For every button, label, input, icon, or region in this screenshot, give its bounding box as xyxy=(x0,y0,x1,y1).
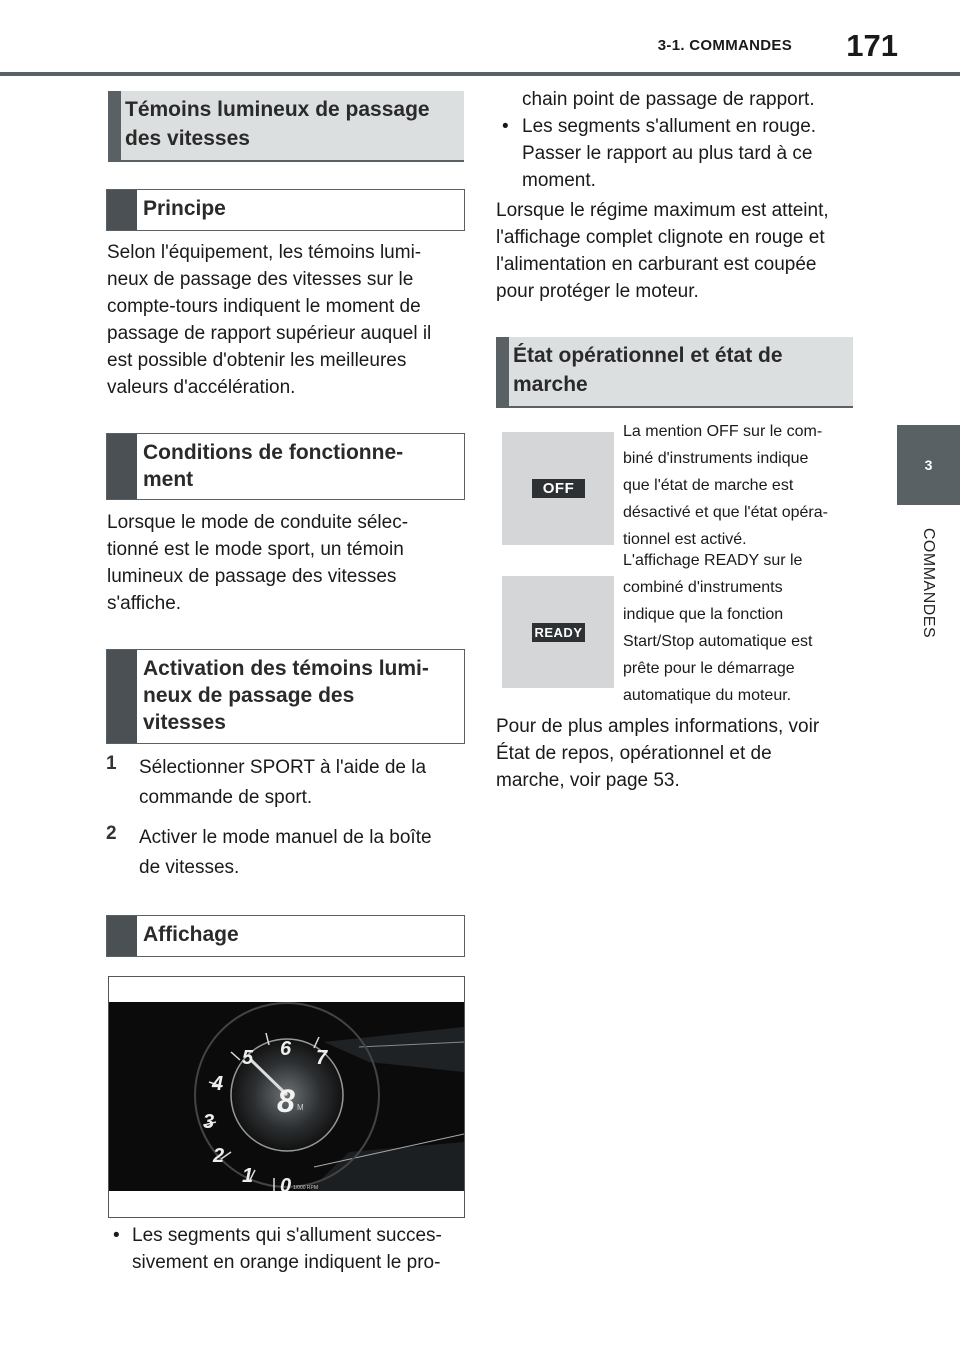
subheading-conditions: Conditions de fonctionne- ment xyxy=(106,433,465,500)
step-item: 1 Sélectionner SPORT à l'aide de la commande de sport. xyxy=(106,753,427,808)
subheading-principe: Principe xyxy=(106,189,465,231)
chapter-tab[interactable]: 3 xyxy=(897,425,960,505)
conditions-paragraph: Lorsque le mode de conduite sélec- tionné est le mode sport, un témoin lumineux de passage des vitesses s'affiche. xyxy=(107,512,409,614)
main-heading-etat: État opérationnel et état de marche xyxy=(496,337,853,408)
off-indicator: OFF xyxy=(532,479,585,498)
bullet-continuation: chain point de passage de rapport. xyxy=(522,89,815,110)
page-number: 171 xyxy=(846,28,898,63)
page-53-link[interactable]: marche, voir page 53. xyxy=(496,770,680,791)
gauge-num: 5 xyxy=(242,1047,254,1069)
max-rpm-paragraph: Lorsque le régime maximum est atteint, l'affichage complet clignote en rouge et l'alimentation en carburant est coupée pour protéger le moteur. xyxy=(496,200,829,302)
gauge-num: 2 xyxy=(213,1145,225,1167)
ready-display-image xyxy=(502,576,614,688)
off-description: La mention OFF sur le com- biné d'instruments indique que l'état de marche est désactivé et que l'état opéra- tionnel est activé. xyxy=(623,423,828,548)
ready-indicator: READY xyxy=(532,623,585,642)
subheading-activation: Activation des témoins lumi- neux de passage des vitesses xyxy=(106,649,465,744)
main-heading-text: Témoins lumineux de passage des vitesses xyxy=(125,98,430,150)
gauge-num: 7 xyxy=(316,1047,328,1069)
ready-description: L'affichage READY sur le combiné d'instruments indique que la fonction Start/Stop automatique est prête pour le démarrage automatique du moteur. xyxy=(623,552,813,704)
gauge-num: 4 xyxy=(212,1073,224,1095)
section-title: 3-1. COMMANDES xyxy=(657,37,792,54)
principe-paragraph: Selon l'équipement, les témoins lumi- neux de passage des vitesses sur le compte-tours indiquent le moment de passage de rapport supérieur auquel il est possible d'obtenir les meilleures valeurs d'accélération. xyxy=(107,242,432,398)
off-display-image xyxy=(502,432,614,545)
cross-reference-paragraph: Pour de plus amples informations, voir État de repos, opérationnel et de marche, voir page 53. xyxy=(496,713,856,794)
step-item: 2 Activer le mode manuel de la boîte de vitesses. xyxy=(106,823,432,878)
gauge-num: 3 xyxy=(203,1111,215,1133)
gauge-num: 6 xyxy=(280,1038,292,1060)
gear-indicator: 8 xyxy=(277,1083,295,1119)
gauge-num: 0 xyxy=(280,1175,292,1191)
subheading-affichage: Affichage xyxy=(106,915,465,957)
main-heading-shift-lights xyxy=(108,91,464,162)
tachometer-gauge-icon xyxy=(109,1002,464,1191)
chapter-label: COMMANDES xyxy=(920,527,937,639)
header-divider xyxy=(0,72,960,76)
activation-steps xyxy=(106,753,466,893)
tachometer-illustration xyxy=(108,976,465,1218)
gear-mode: M xyxy=(297,1103,304,1112)
gauge-num: 1 xyxy=(242,1165,254,1187)
rpm-unit: 1/000 RPM xyxy=(293,1185,319,1191)
